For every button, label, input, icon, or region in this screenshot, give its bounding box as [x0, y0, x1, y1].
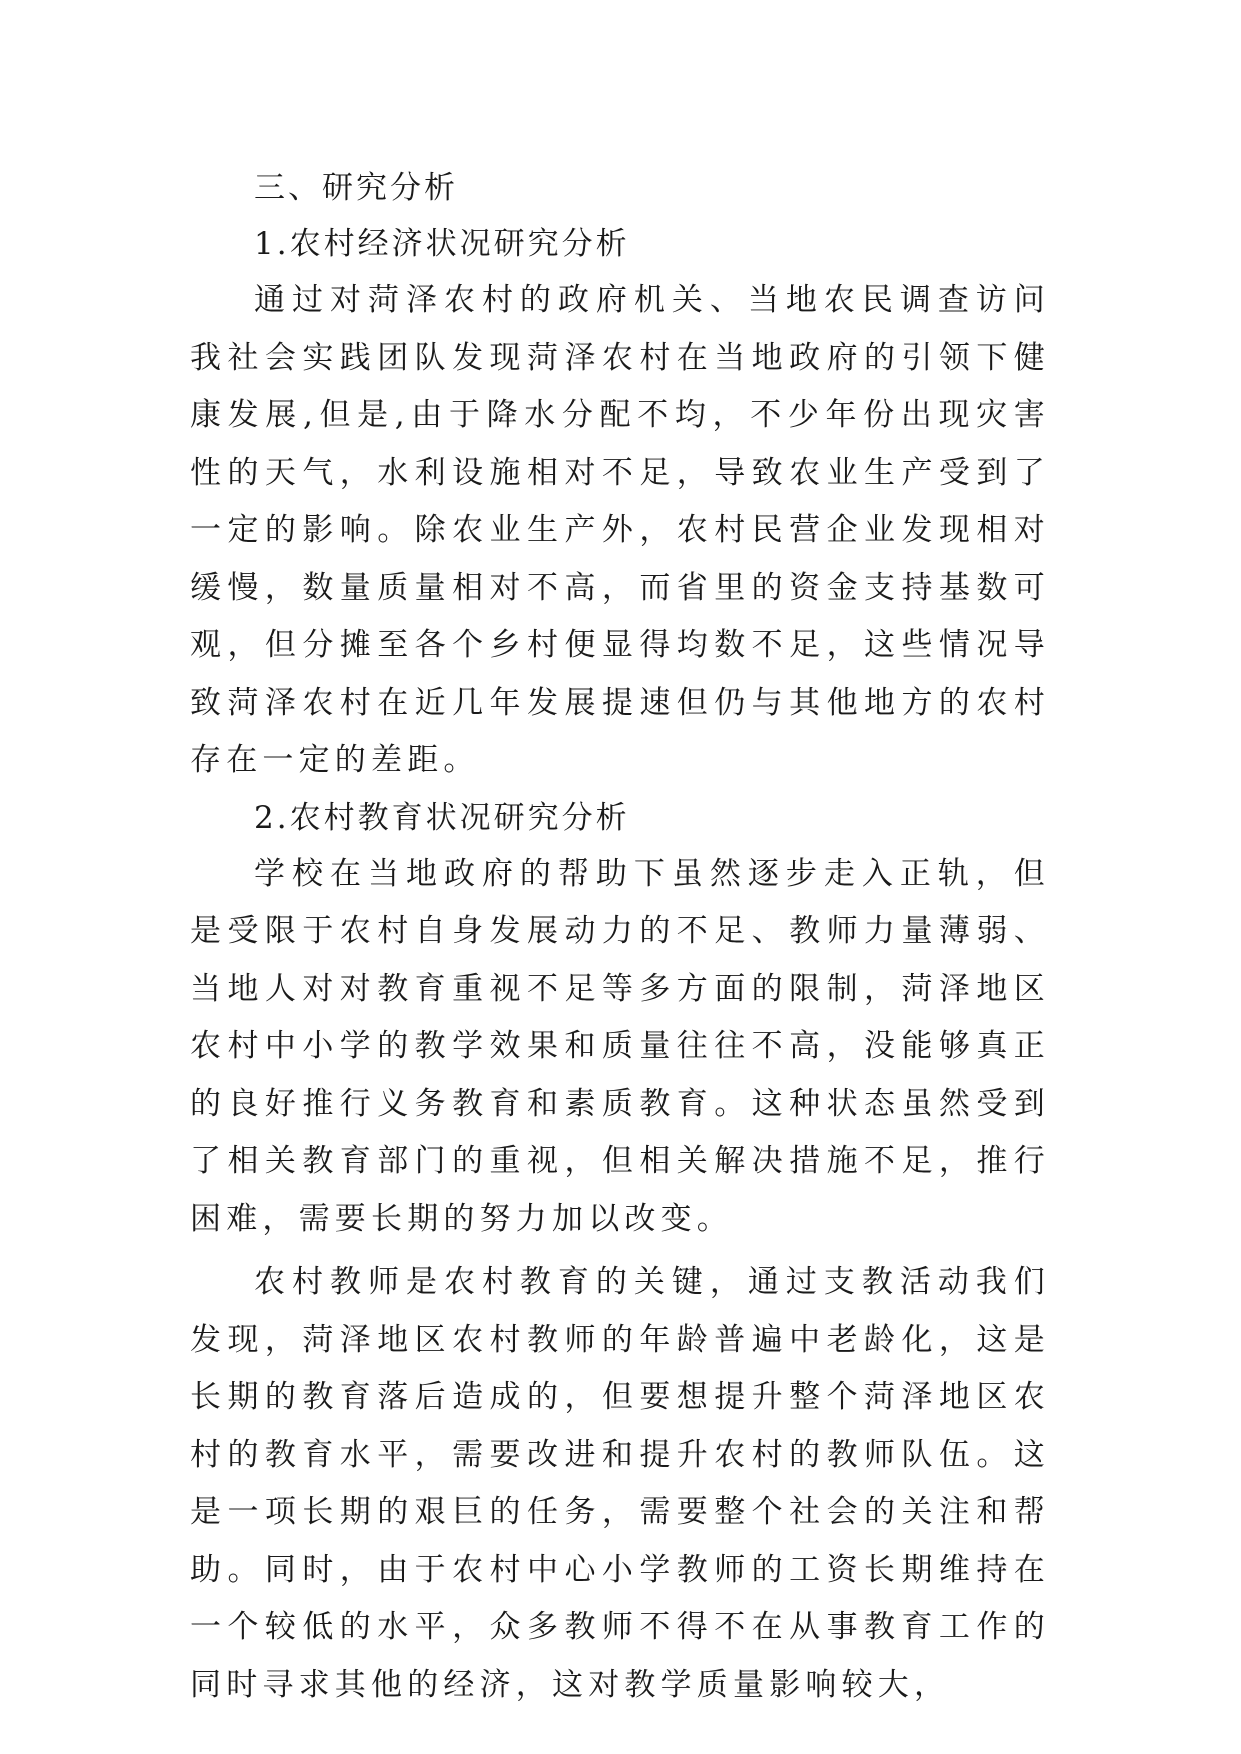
document-body [190, 160, 1050, 1714]
paragraph-economy: 通过对菏泽农村的政府机关、当地农民调查访问我社会实践团队发现菏泽农村在当地政府的引领下健康发展,但是,由于降水分配不均，不少年份出现灾害性的天气，水利设施相对不足，导致农业生产受到了一定的影响。除农业生产外，农村民营企业发现相对缓慢，数量质量相对不高，而省里的资金支持基数可观，但分摊至各个乡村便显得均数不足，这些情况导致菏泽农村在近几年发展提速但仍与其他地方的农村存在一定的差距。 [190, 282, 1050, 778]
subsection-heading-economy: 1.农村经济状况研究分析 [254, 226, 630, 262]
subsection-heading-education: 2.农村教育状况研究分析 [254, 799, 630, 836]
paragraph-education-2: 农村教师是农村教育的关键，通过支教活动我们发现，菏泽地区农村教师的年龄普遍中老龄化，这是长期的教育落后造成的，但要想提升整个菏泽地区农村的教育水平，需要改进和提升农村的教师队伍。这是一项长期的艰巨的任务，需要整个社会的关注和帮助。同时，由于农村中心小学教师的工资长期维持在一个较低的水平，众多教师不得不在从事教育工作的同时寻求其他的经济，这对教学质量影响较大， [190, 1264, 1050, 1703]
paragraph-education-1: 学校在当地政府的帮助下虽然逐步走入正轨，但是受限于农村自身发展动力的不足、教师力量薄弱、当地人对对教育重视不足等多方面的限制，菏泽地区农村中小学的教学效果和质量往往不高，没能够真正的良好推行义务教育和素质教育。这种状态虽然受到了相关教育部门的重视，但相关解决措施不足，推行困难，需要长期的努力加以改变。 [190, 855, 1050, 1237]
section-heading: 三、研究分析 [254, 170, 458, 206]
